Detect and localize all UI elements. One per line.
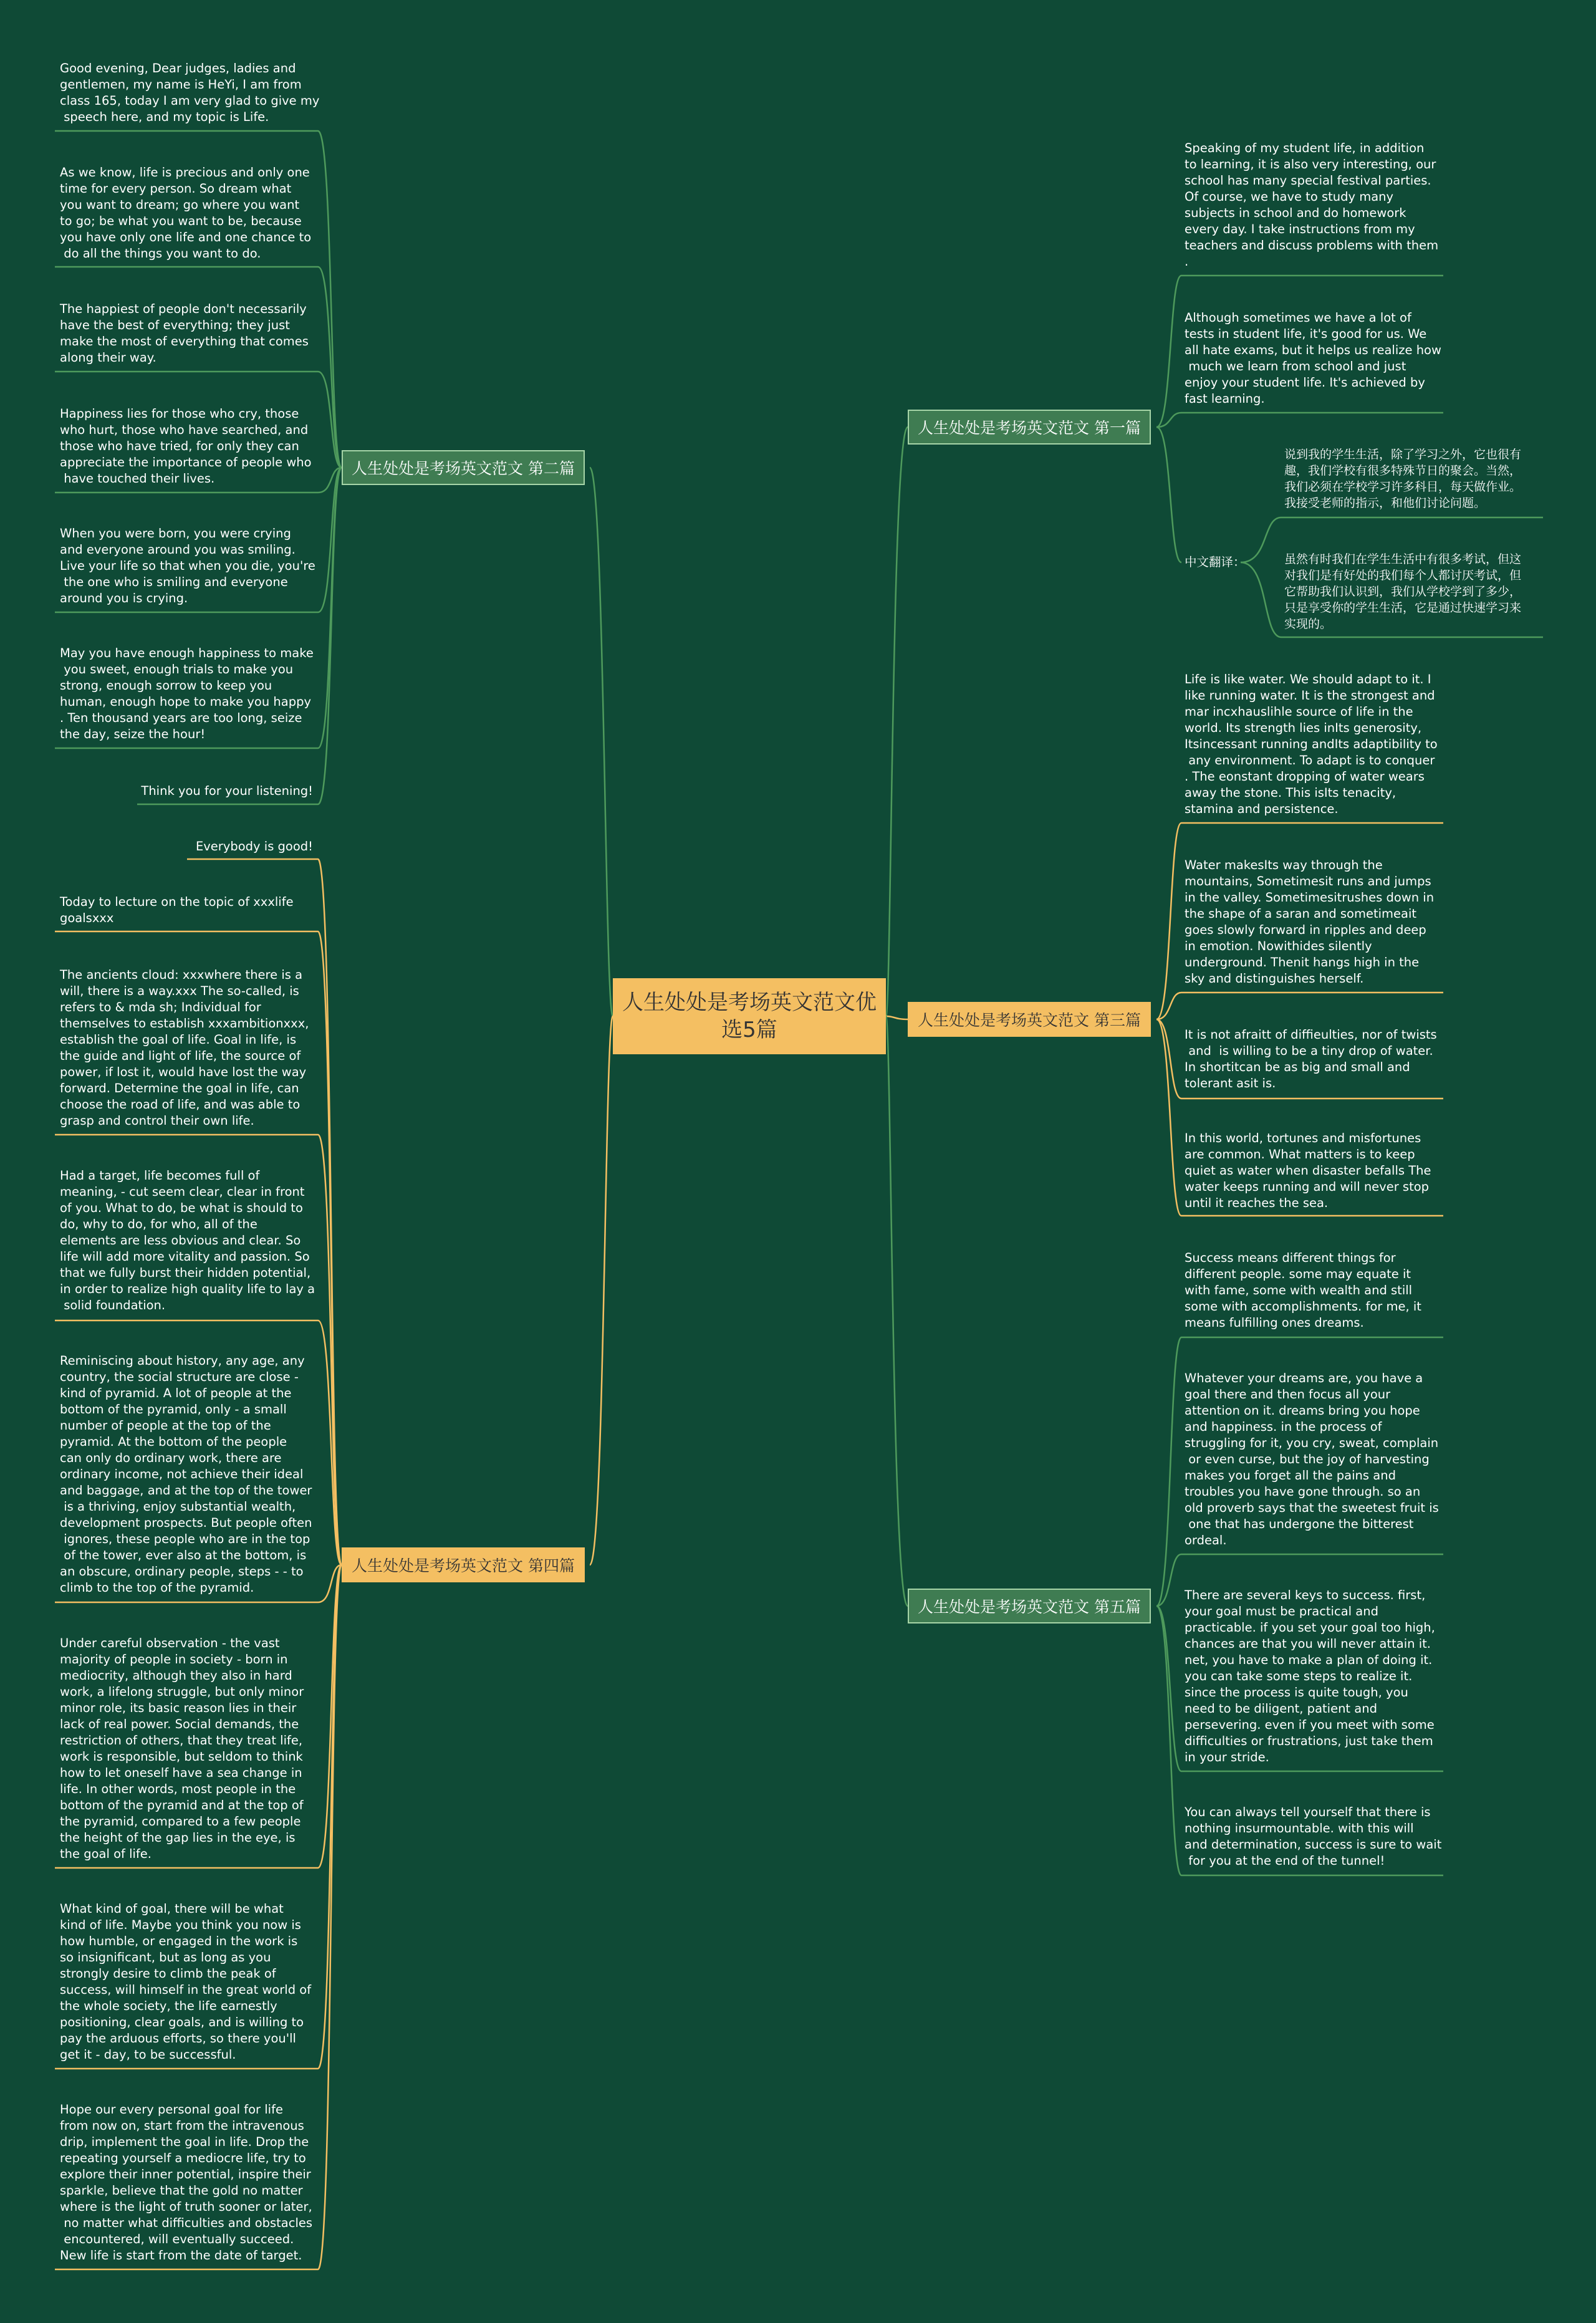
central-topic-label: 人生处处是考场英文范文优选5篇 [622,990,877,1042]
link-b4-leaf-2 [318,931,342,1565]
link-b2-leaf-5 [318,468,342,612]
leaf-b4-3[interactable]: The ancients cloud: xxxwhere there is a will, there is a way.xxx The so-called, is refers to & mda sh; Individual for themselves to establish xxxambitionxxx, establish the goal of life. Goal in life, is the guide and light of life, the source of power, if lost it, would have lost the way forward. Determine the goal in life, can choose the road of life, and was able to grasp and control their own life. [60,968,309,1128]
link-b3-leaf-1 [1156,823,1181,1019]
branch-node-b5[interactable] [908,1589,1151,1623]
link-center-b2 [590,468,613,1016]
link-b5-leaf-1 [1156,1337,1181,1606]
leaf-b2-7[interactable]: Think you for your listening! [141,784,313,798]
link-b5-leaf-3 [1156,1606,1181,1771]
link-b4-leaf-4 [318,1320,342,1565]
leaf-b1-2[interactable]: Although sometimes we have a lot of tests in student life, it's good for us. We all hate exams, but it helps us realize how much we learn from school and just enjoy your student life. It's achieved by fast learning. [1185,310,1441,406]
link-b1-cn [1156,427,1181,562]
leaf-b4-7[interactable]: What kind of goal, there will be what kind of life. Maybe you think you now is how humble, or engaged in the work is so insignificant, but as long as you strongly desire to climb the peak of success, will himself in the great world of the whole society, the life earnestly positioning, clear goals, and is willing to pay the arduous efforts, so there you'll get it - day, to be successful. [60,1902,312,2062]
branch-b5-title: 人生处处是考场英文范文 第五篇 [918,1598,1141,1616]
leaf-b4-6[interactable]: Under careful observation - the vast majority of people in society - born in mediocrity, although they also in hard work, a lifelong struggle, but only minor minor role, its basic reason lies in their lack of real power. Social demands, the restriction of others, that they treat life, work is responsible, but seldom to think how to let oneself have a sea change in life. In other words, most people in the bottom of the pyramid and at the top of the pyramid, compared to a few people the height of the gap lies in the eye, is the goal of life. [60,1636,304,1861]
leaf-b4-8[interactable]: Hope our every personal goal for life from now on, start from the intravenous drip, implement the goal in life. Drop the repeating yourself a mediocre life, try to explore their inner potential, inspire their sparkle, believe that the gold no matter where is the light of truth sooner or later, no matter what difficulties and obstacles encountered, will eventually succeed. New life is start from the date of target. [60,2102,313,2263]
leaf-b5-4[interactable]: You can always tell yourself that there is nothing insurmountable. with this will and determination, success is sure to wait for you at the end of the tunnel! [1185,1805,1442,1868]
link-center-b1 [886,427,908,1016]
leaf-b5-1[interactable]: Success means different things for different people. some may equate it with fame, some with wealth and still some with accomplishments. for me, it means fulfilling ones dreams. [1185,1251,1421,1330]
link-cn-2 [1241,562,1281,637]
leaf-b3-4[interactable]: In this world, tortunes and misfortunes are common. What matters is to keep quiet as water when disaster befalls The water keeps running and will never stop until it reaches the sea. [1185,1131,1431,1210]
leaf-b2-1[interactable]: Good evening, Dear judges, ladies and gentlemen, my name is HeYi, I am from class 165, today I am very glad to give my speech here, and my topic is Life. [60,61,320,124]
translation-2[interactable]: 虽然有时我们在学生生活中有很多考试，但这 对我们是有好处的我们每个人都讨厌考试，但 它帮助我们认识到，我们从学校学到了多少， 只是享受你的学生生活，它是通过快速学习来 实现的。 [1284,552,1522,631]
leaf-b2-4[interactable]: Happiness lies for those who cry, those who hurt, those who have searched, and those who have tried, for only they can appreciate the importance of people who have touched their lives. [60,406,312,486]
leaf-b4-1[interactable]: Everybody is good! [195,839,313,854]
leaf-b5-3[interactable]: There are several keys to success. first, your goal must be practical and practicable. if you set your goal too high, chances are that you will never attain it. net, you have to make a plan of doing it. you can take some steps to realize it. since the process is quite tough, you need to be diligent, patient and persevering. even if you meet with some difficulties or frustrations, just take them in your stride. [1185,1588,1435,1764]
link-b2-leaf-1 [318,131,342,468]
central-topic[interactable] [613,978,886,1054]
link-cn-1 [1241,517,1281,562]
leaf-b3-1[interactable]: Life is like water. We should adapt to it. I like running water. It is the strongest and mar incxhauslihle source of life in the world. Its strength lies inIts generosity, Itsincessant running andIts adaptibility to any environment. To adapt is to conquer . The eonstant dropping of water wears away the stone. This isIts tenacity, stamina and persistence. [1185,672,1438,816]
branch-b1-title: 人生处处是考场英文范文 第一篇 [918,419,1141,437]
branch-node-b1[interactable] [908,410,1151,445]
branch-b2-title: 人生处处是考场英文范文 第二篇 [352,459,575,478]
branch-node-b4[interactable] [342,1547,585,1582]
leaf-b2-6[interactable]: May you have enough happiness to make you sweet, enough trials to make you strong, enough sorrow to keep you human, enough hope to make you happy . Ten thousand years are too long, seize the day, seize the hour! [60,646,314,741]
link-b4-leaf-6 [318,1565,342,1868]
link-b4-leaf-8 [318,1565,342,2269]
link-center-b3 [886,1016,908,1019]
translation-label[interactable]: 中文翻译： [1185,555,1246,569]
link-b2-leaf-2 [318,267,342,468]
leaf-b3-2[interactable]: Water makesIts way through the mountains, Sometimesit runs and jumps in the valley. Sometimesitrushes down in the shape of a saran and sometimeait goes slowly forward in ripples and deep in emotion. Nowithides silently underground. Thenit hangs high in the sky and distinguishes herself. [1185,858,1435,986]
link-b5-leaf-4 [1156,1606,1181,1875]
link-b1-leaf-1 [1156,276,1181,427]
branch-b3-title: 人生处处是考场英文范文 第三篇 [918,1011,1141,1029]
leaf-b4-4[interactable]: Had a target, life becomes full of meaning, - cut seem clear, clear in front of you. What to do, be what is should to do, why to do, for who, all of the elements are less obvious and clear. So life will add more vitality and passion. So that we fully burst their hidden potential, in order to realize high quality life to lay a solid foundation. [60,1168,315,1312]
leaf-b4-5[interactable]: Reminiscing about history, any age, any country, the social structure are close - kind of pyramid. A lot of people at the bottom of the pyramid, only - a small number of people at the top of the pyramid. At the bottom of the people can only do ordinary work, there are ordinary income, not achieve their ideal and baggage, and at the top of the tower is a thriving, enjoy substantial wealth, development prospects. But people often ignores, these people who are in the top of the tower, ever also at the bottom, is an obscure, ordinary people, steps - - to climb to the top of the pyramid. [60,1354,312,1595]
leaf-b2-3[interactable]: The happiest of people don't necessarily have the best of everything; they just make the most of everything that comes along their way. [60,302,309,365]
branch-node-b3[interactable] [908,1002,1151,1037]
leaf-b2-5[interactable]: When you were born, you were crying and everyone around you was smiling. Live your life so that when you die, you're the one who is smiling and everyone around you is crying. [60,526,315,605]
branch-b4-title: 人生处处是考场英文范文 第四篇 [352,1557,575,1575]
translation-1[interactable]: 说到我的学生生活，除了学习之外，它也很有 趣，我们学校有很多特殊节日的聚会。当然， 我们必须在学校学习许多科目，每天做作业。 我接受老师的指示，和他们讨论问题。 [1284,448,1522,510]
leaf-b5-2[interactable]: Whatever your dreams are, you have a goal there and then focus all your attention on it. dreams bring you hope and happiness. in the process of struggling for it, you cry, sweat, complain or even curse, but the joy of harvesting makes you forget all the pains and troubles you have gone through. so an old proverb says that the sweetest fruit is one that has undergone the bitterest ordeal. [1185,1371,1439,1547]
leaf-b1-1[interactable]: Speaking of my student life, in addition to learning, it is also very interesting, our school has many special festival parties. Of course, we have to study many subjects in school and do homework every day. I take instructions from my teachers and discuss problems with them . [1185,141,1439,269]
branch-node-b2[interactable] [342,450,585,485]
link-center-b5 [886,1016,908,1606]
link-center-b4 [590,1016,613,1565]
leaf-b4-2[interactable]: Today to lecture on the topic of xxxlife goalsxxx [60,895,294,925]
leaf-b2-2[interactable]: As we know, life is precious and only one time for every person. So dream what you want to dream; go where you want to go; be what you want to be, because you have only one life and one chance to do all the things you want to do. [60,165,312,261]
leaf-b3-3[interactable]: It is not afraitt of diffieulties, nor of twists and is willing to be a tiny drop of water. In shortitcan be as big and small and tolerant asit is. [1185,1027,1437,1090]
